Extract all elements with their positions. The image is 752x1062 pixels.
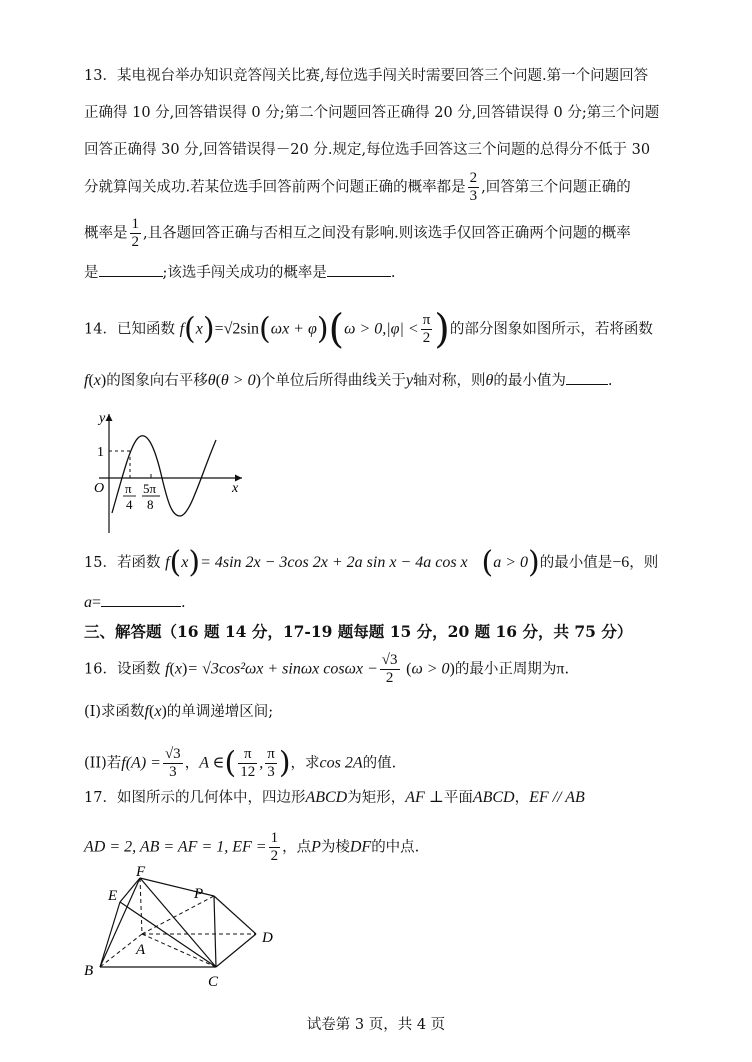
graph-label-one: 1 (97, 445, 104, 460)
question-number: 16． (84, 661, 117, 678)
vertex-label-P: P (194, 886, 204, 902)
sine-graph-figure (84, 408, 254, 538)
q13-text: 概率是 (84, 225, 128, 242)
q15-text: 的最小值是 (539, 555, 613, 571)
math-min-value: −6 (612, 554, 630, 571)
math-cond: ω > 0, (344, 320, 387, 338)
math-P: P (311, 838, 321, 856)
fraction-pi-over-3: $\frac{\pi}{3}$ (267, 746, 275, 780)
math-a: a (84, 594, 92, 611)
graph-label-eight: 8 (147, 497, 154, 512)
math-ABCD: ABCD (305, 789, 348, 806)
math-cond: a > 0 (493, 554, 528, 571)
q14-text: 轴对称，则 (413, 373, 486, 389)
math-EF-parallel: EF // AB (529, 789, 585, 806)
math-DF: DF (349, 838, 372, 856)
graph-label-x: x (232, 481, 239, 496)
q16-text: 设函数 (116, 661, 161, 678)
q13-text: . (390, 265, 396, 281)
q14-line-1: 14．已知函数 f(x)=√2sin(ωx + φ)(ω > 0,|φ| < $\frac{\pi}{2}$ )的部分图象如图所示，若将函数 (84, 306, 653, 353)
q16-text: (I)求函数 (84, 704, 145, 720)
graph-label-5pi: 5π (143, 481, 157, 496)
q16-text: 的单调递增区间; (166, 704, 274, 720)
graph-label-origin: O (94, 481, 105, 496)
math-ABCD: ABCD (472, 789, 515, 806)
q16-text: ，求 (290, 755, 320, 772)
answer-blank[interactable] (566, 370, 608, 385)
geometry-figure (78, 862, 298, 994)
graph-label-four: 4 (126, 497, 133, 512)
vertex-label-D: D (262, 930, 273, 946)
q17-text: 的中点. (371, 839, 420, 856)
q14-text: 的最小值为 (493, 373, 566, 389)
math-sin: sin (240, 320, 260, 338)
q17-text: ，点 (282, 839, 312, 856)
q13-line-6 (84, 262, 396, 283)
page-footer: 试卷第 3 页，共 4 页 (306, 1017, 446, 1033)
fraction-pi-over-2: $\frac{\pi}{2}$ (422, 312, 431, 346)
section-heading: 三、解答题（16 题 14 分，17-19 题每题 15 分，20 题 16 分，共 75 分） (84, 622, 633, 641)
q17-text: 为矩形， (347, 790, 406, 806)
q13-line-1: 13．某电视台举办知识竞答闯关比赛,每位选手闯关时需要回答三个问题.第一个问题回答 (84, 68, 649, 84)
q15-text: ，则 (629, 555, 659, 571)
fraction-sqrt3-over-2: $\frac{√3}{2}$ (381, 652, 398, 686)
math-lengths: AD = 2, AB = AF = 1, EF = (84, 838, 267, 856)
q13-line-5 (84, 216, 631, 251)
q14-text: 个单位后所得曲线关于 (260, 373, 406, 389)
graph-label-pi: π (125, 481, 132, 496)
q14-line-2: f(x)的图象向右平移θ(θ > 0)个单位后所得曲线关于y轴对称，则θ的最小值为 . (84, 372, 613, 389)
q16-line-1: 16．设函数 f(x)= √3cos²ωx + sinωx cosωx − $\frac{√3}{2}$ (ω > 0)的最小正周期为π. (84, 652, 570, 686)
math-x: x (195, 320, 203, 338)
q15-line-1: 15．若函数 f(x)= 4sin 2x − 3cos 2x + 2a sin x − 4a cos x (a > 0)的最小值是−6，则 (84, 545, 659, 580)
q16-part-2: (II)若f(A) = $\frac{√3}{3}$ ，A ∈( $\frac{\pi}{12}$ , $\frac{\pi}{3}$ )，求cos 2A的值. (84, 745, 397, 781)
vertex-label-E: E (108, 888, 118, 904)
fraction-one-half: $\frac{1}{2}$ (270, 830, 279, 864)
question-number: 17． (84, 790, 117, 806)
fraction-one-half: $\frac{1}{2}$ (131, 216, 139, 250)
fraction-sqrt3-over-3: $\frac{√3}{3}$ (164, 746, 181, 780)
math-y: y (405, 372, 413, 389)
math-cond: |φ| < (386, 320, 419, 338)
q13-line-3: 回答正确得 30 分,回答错误得－20 分.规定,每位选手回答这三个问题的总得分不低于 30 (84, 142, 651, 158)
math-A-in: A ∈ (199, 754, 225, 772)
math-cond: θ > 0 (220, 372, 256, 389)
math-cos2A: cos 2A (319, 754, 363, 772)
math-cond: ω > 0 (411, 660, 450, 678)
q17-line-1: 17．如图所示的几何体中，四边形ABCD为矩形，AF ⊥平面ABCD，EF // AB (84, 789, 585, 806)
q14-text: 的图象向右平移 (106, 373, 208, 389)
q13-text: ;该选手闯关成功的概率是 (162, 265, 327, 281)
answer-blank[interactable] (101, 592, 181, 607)
q17-text: 平面 (443, 790, 473, 806)
q13-text: 分就算闯关成功.若某位选手回答前两个问题正确的概率都是 (84, 179, 466, 196)
q15-text: 若函数 (116, 555, 161, 571)
vertex-label-A: A (136, 942, 146, 958)
q13-text: ,回答第三个问题正确的 (481, 179, 631, 196)
q14-text: 的部分图象如图所示，若将函数 (449, 321, 653, 338)
vertex-label-F: F (136, 864, 146, 880)
math-expression: = 4sin 2x − 3cos 2x + 2a sin x − 4a cos x (200, 554, 468, 571)
q13-text: 是 (84, 265, 99, 281)
math-f: f (179, 320, 185, 338)
q16-part-1: (I)求函数f(x)的单调递增区间; (84, 703, 274, 720)
answer-blank[interactable] (327, 262, 391, 277)
q13-text: ,且各题回答正确与否相互之间没有影响.则该选手仅回答正确两个问题的概率 (143, 225, 631, 242)
vertex-label-C: C (208, 974, 219, 990)
math-fA: f(A) = (121, 754, 161, 772)
q13-line-2: 正确得 10 分,回答错误得 0 分;第二个问题回答正确得 20 分,回答错误得 0 分;第三个问题 (84, 105, 660, 121)
q14-text: 已知函数 (116, 321, 175, 338)
math-expression: = √3cos²ωx + sinωx cosωx − (187, 660, 378, 678)
math-AF-perp: AF ⊥ (405, 789, 444, 806)
math-eq: = (214, 320, 224, 338)
q15-line-2: a= . (84, 594, 186, 611)
fraction-pi-over-12: $\frac{\pi}{12}$ (240, 746, 256, 780)
answer-blank[interactable] (99, 262, 163, 277)
q13-line-4 (84, 170, 631, 205)
q17-line-2 (84, 830, 419, 865)
q16-text: 的最小正周期为 (454, 661, 557, 678)
math-theta: θ (207, 372, 216, 389)
question-number: 15． (84, 555, 117, 571)
q17-text: 如图所示的几何体中，四边形 (116, 790, 306, 806)
q16-text: (II)若 (84, 755, 122, 772)
fraction-two-thirds: $\frac{2}{3}$ (469, 170, 478, 204)
math-arg: ωx + φ (270, 320, 317, 338)
vertex-label-B: B (84, 963, 94, 979)
question-number: 14． (84, 321, 117, 338)
q17-text: 为棱 (320, 839, 350, 856)
q16-text: 的值. (362, 755, 397, 772)
graph-label-y: y (99, 411, 106, 426)
math-coef: √2 (223, 320, 241, 338)
